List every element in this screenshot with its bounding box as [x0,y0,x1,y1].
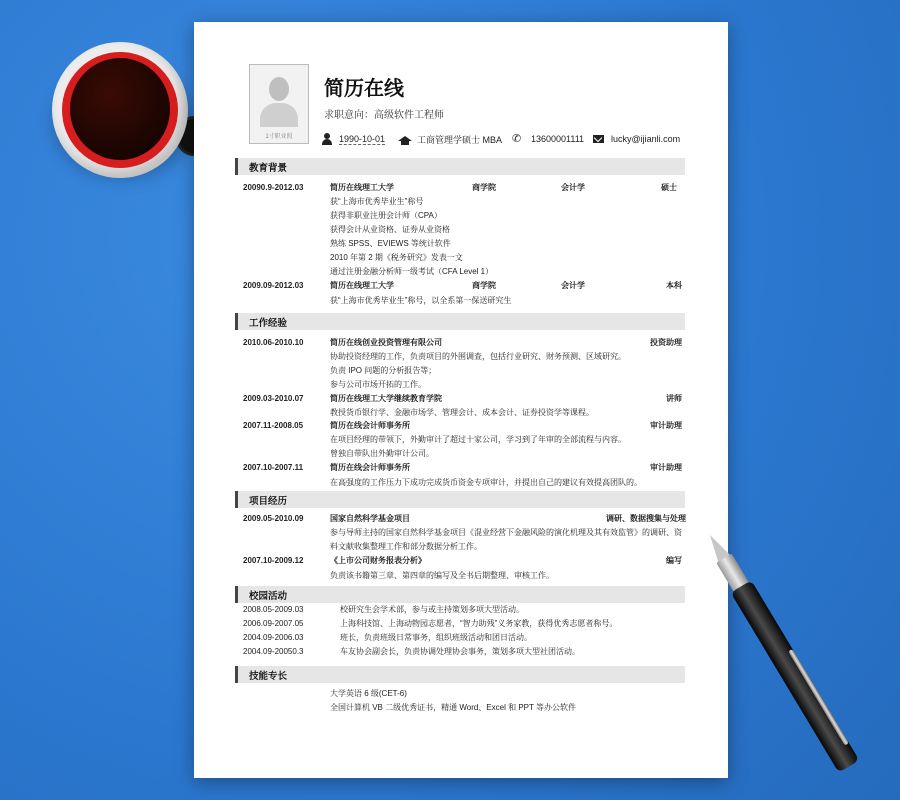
work-role: 审计助理 [650,421,682,430]
edu-detail: 获“上海市优秀毕业生”称号 [330,197,424,206]
section-title: 教育背景 [249,163,288,174]
coffee [70,58,170,160]
edu-college: 商学院 [472,281,496,290]
work-detail: 曾独自带队出外勤审计公司。 [330,449,434,458]
section-skills [235,666,685,683]
campus-date: 2008.05-2009.03 [243,605,304,614]
work-detail: 协助投资经理的工作，负责项目的外围调查，包括行业研究、财务预测、区域研究。 [330,352,626,361]
campus-date: 2006.09-2007.05 [243,619,304,628]
edu-degree: 硕士 [661,183,677,192]
section-bar [235,666,238,683]
work-org: 简历在线创业投资管理有限公司 [330,338,442,347]
campus-text: 班长，负责班级日常事务，组织班级活动和团日活动。 [340,633,532,642]
work-date: 2007.10-2007.11 [243,463,304,472]
photo-placeholder [249,64,309,144]
project-detail: 负责该书籍第三章、第四章的编写及全书后期整理、审核工作。 [330,571,554,580]
photo-head [269,77,289,101]
work-date: 2010.06-2010.10 [243,338,304,347]
email-address[interactable]: lucky@ijianli.com [611,134,681,144]
edu-school: 简历在线理工大学 [330,281,394,290]
birth-date: 1990-10-01 [339,133,386,144]
edu-detail: 熟练 SPSS、EVIEWS 等统计软件 [330,239,451,248]
edu-school: 简历在线理工大学 [330,183,394,192]
work-org: 简历在线会计师事务所 [330,421,410,430]
job-intent: 求职意向：高级软件工程师 [324,110,444,121]
edu-date: 20090.9-2012.03 [243,183,304,192]
project-role: 编写 [666,556,682,565]
photo-caption: 1寸职业照 [265,134,293,140]
section-bar [235,586,238,603]
edu-major: 会计学 [561,183,585,192]
project-date: 2007.10-2009.12 [243,556,304,565]
work-date: 2009.03-2010.07 [243,394,304,403]
work-detail: 在高强度的工作压力下成功完成货币资金专项审计，并提出自己的建议有效提高团队的。 [330,478,642,487]
mail-icon [592,133,606,145]
section-bar [235,491,238,508]
pen-body [731,580,860,772]
section-title: 工作经验 [249,318,288,329]
project-title: 《上市公司财务报表分析》 [330,556,426,565]
section-bar [235,313,238,330]
work-date: 2007.11-2008.05 [243,421,304,430]
edu-college: 商学院 [472,183,496,192]
project-detail: 料文献收集整理工作和部分数据分析工作。 [330,542,482,551]
section-campus [235,586,685,603]
resume-name: 简历在线 [324,78,404,100]
section-bar [235,158,238,175]
campus-text: 上海科技馆、上海动物园志愿者，“智力助残”义务家教，获得优秀志愿者称号。 [340,619,618,628]
edu-detail: 获“上海市优秀毕业生”称号，以全系第一保送研究生 [330,296,512,305]
skill-item: 全国计算机 VB 二级优秀证书，精通 Word、Excel 和 PPT 等办公软件 [330,703,576,712]
project-role: 调研、数据搜集与处理 [606,514,686,523]
project-detail: 参与导师主持的国家自然科学基金项目《混业经营下金融风险的演化机理及其有效监管》的调研、资 [330,528,682,537]
work-detail: 在项目经理的带领下，外勤审计了超过十家公司，学习到了年审的全部流程与内容。 [330,435,626,444]
edu-detail: 通过注册金融分析师一级考试（CFA Level 1） [330,267,494,276]
edu-date: 2009.09-2012.03 [243,281,304,290]
work-detail: 参与公司市场开拓的工作。 [330,380,426,389]
section-projects [235,491,685,508]
degree-text: 工商管理学硕士 MBA [417,135,503,145]
phone-icon: ✆ [512,133,522,145]
work-org: 简历在线会计师事务所 [330,463,410,472]
photo-body [260,103,298,127]
campus-text: 车友协会副会长，负责协调处理协会事务，策划多项大型社团活动。 [340,647,580,656]
campus-date: 2004.09-20050.3 [243,647,304,656]
phone-item [512,133,584,145]
section-title: 校园活动 [249,591,288,602]
edu-detail: 2010 年第 2 期《税务研究》发表一文 [330,253,463,262]
email-item [592,133,680,145]
campus-date: 2004.09-2006.03 [243,633,304,642]
phone-number: 13600001111 [531,134,585,144]
section-title: 项目经历 [249,496,288,507]
work-detail: 教授货币银行学、金融市场学、管理会计、成本会计、证券投资学等课程。 [330,408,594,417]
work-org: 简历在线理工大学继续教育学院 [330,394,442,403]
section-title: 技能专长 [249,671,288,682]
work-role: 审计助理 [650,463,682,472]
work-role: 讲师 [666,394,682,403]
contact-info [320,133,700,149]
edu-degree: 本科 [666,281,682,290]
coffee-cup [48,38,218,168]
edu-detail: 获得会计从业资格、证券从业资格 [330,225,450,234]
degree-item [398,133,502,146]
edu-detail: 获得非职业注册会计师（CPA） [330,211,442,220]
birth-item [320,133,385,145]
campus-text: 校研究生会学术部，参与或主持策划多项大型活动。 [340,605,524,614]
section-education [235,158,685,175]
resume-paper [194,22,728,778]
edu-major: 会计学 [561,281,585,290]
section-work [235,313,685,330]
graduation-cap-icon [398,134,412,146]
project-title: 国家自然科学基金项目 [330,514,410,523]
person-icon [320,133,334,145]
skill-item: 大学英语 6 级(CET-6) [330,689,407,698]
work-detail: 负责 IPO 问题的分析报告等； [330,366,437,375]
project-date: 2009.05-2010.09 [243,514,304,523]
work-role: 投资助理 [650,338,682,347]
